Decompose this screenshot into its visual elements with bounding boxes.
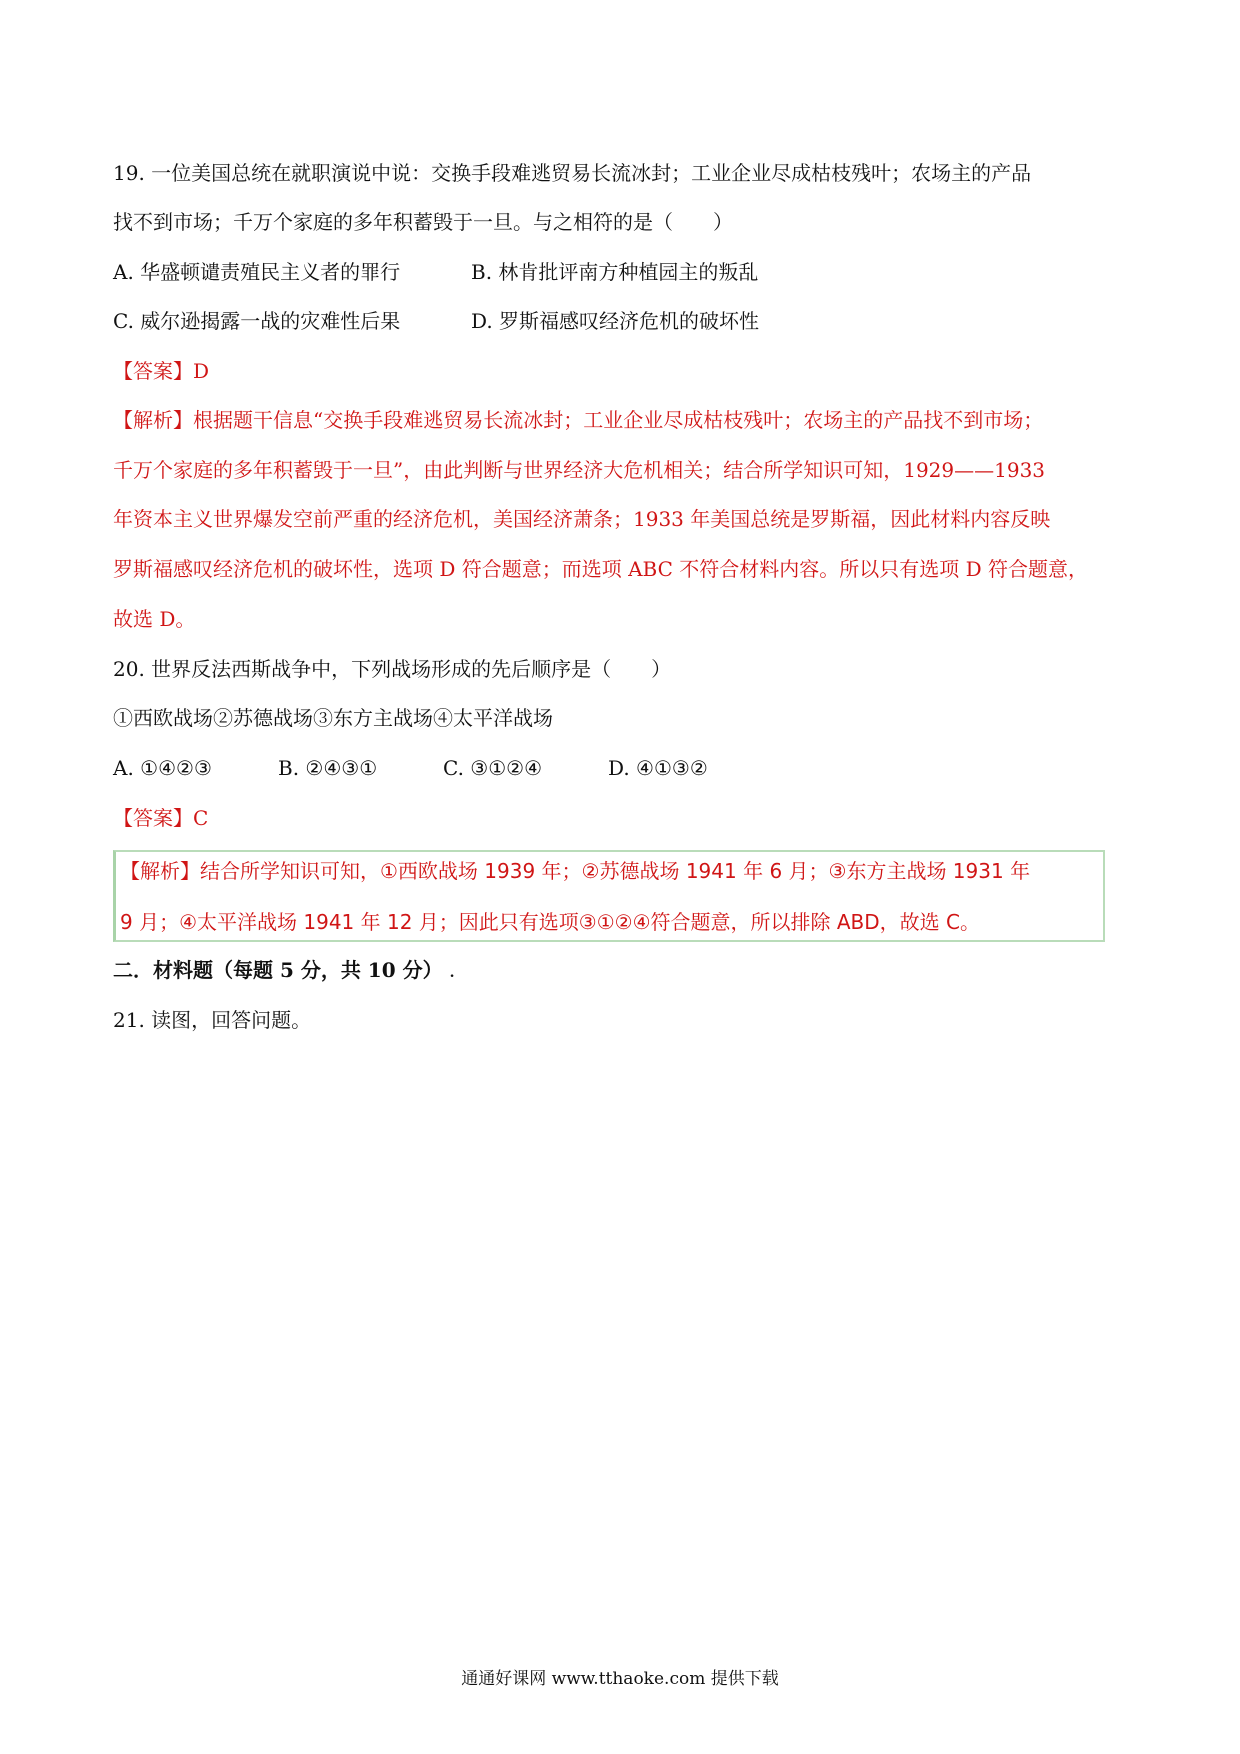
q19-option-b: B. 林肯批评南方种植园主的叛乱 — [471, 260, 759, 284]
q20-items: ①西欧战场②苏德战场③东方主战场④太平洋战场 — [113, 706, 553, 730]
q19-analysis-line5: 故选 D。 — [113, 607, 196, 631]
q20-answer: 【答案】C — [113, 806, 209, 830]
q20-analysis-line1: 【解析】结合所学知识可知，①西欧战场 1939 年；②苏德战场 1941 年 6 月；③东方主战场 1931 年 — [120, 859, 1031, 883]
q20-options — [113, 753, 708, 783]
q20-stem: 20. 世界反法西斯战争中，下列战场形成的先后顺序是（ ） — [113, 657, 672, 681]
q19-options-row2 — [113, 306, 759, 336]
q19-option-d: D. 罗斯福感叹经济危机的破坏性 — [471, 309, 760, 333]
q19-stem-line1: 19. 一位美国总统在就职演说中说：交换手段难逃贸易长流冰封；工业企业尽成枯枝残叶；农场主的产品 — [113, 161, 1032, 185]
q20-option-c: C. ③①②④ — [443, 756, 543, 780]
q20-analysis-box — [113, 850, 1105, 942]
q20-option-d: D. ④①③② — [608, 756, 708, 780]
section2-title: 二．材料题（每题 5 分，共 10 分） — [113, 958, 443, 982]
q20-analysis-line2: 9 月；④太平洋战场 1941 年 12 月；因此只有选项③①②④符合题意，所以排除 ABD，故选 C。 — [120, 910, 980, 934]
q19-option-a: A. 华盛顿谴责殖民主义者的罪行 — [113, 260, 401, 284]
q19-stem-line2: 找不到市场；千万个家庭的多年积蓄毁于一旦。与之相符的是（ ） — [113, 210, 733, 234]
q20-option-a: A. ①④②③ — [113, 756, 212, 780]
section2-title-row — [113, 955, 454, 988]
q19-option-c: C. 威尔逊揭露一战的灾难性后果 — [113, 309, 401, 333]
page-footer: 通通好课网 www.tthaoke.com 提供下载 — [461, 1669, 779, 1689]
q21-stem: 21. 读图，回答问题。 — [113, 1008, 312, 1032]
q19-options-row1 — [113, 257, 758, 287]
q19-analysis-line3: 年资本主义世界爆发空前严重的经济危机，美国经济萧条；1933 年美国总统是罗斯福，因此材料内容反映 — [113, 507, 1051, 531]
q19-analysis-line2: 千万个家庭的多年积蓄毁于一旦”，由此判断与世界经济大危机相关；结合所学知识可知，1929——1933 — [113, 458, 1046, 482]
section2-dot: . — [449, 965, 455, 981]
q19-analysis-line4: 罗斯福感叹经济危机的破坏性，选项 D 符合题意；而选项 ABC 不符合材料内容。所以只有选项 D 符合题意， — [113, 557, 1089, 581]
q19-answer: 【答案】D — [113, 359, 210, 383]
q19-analysis-line1: 【解析】根据题干信息“交换手段难逃贸易长流冰封；工业企业尽成枯枝残叶；农场主的产品找不到市场； — [113, 408, 1044, 432]
q20-option-b: B. ②④③① — [278, 756, 378, 780]
